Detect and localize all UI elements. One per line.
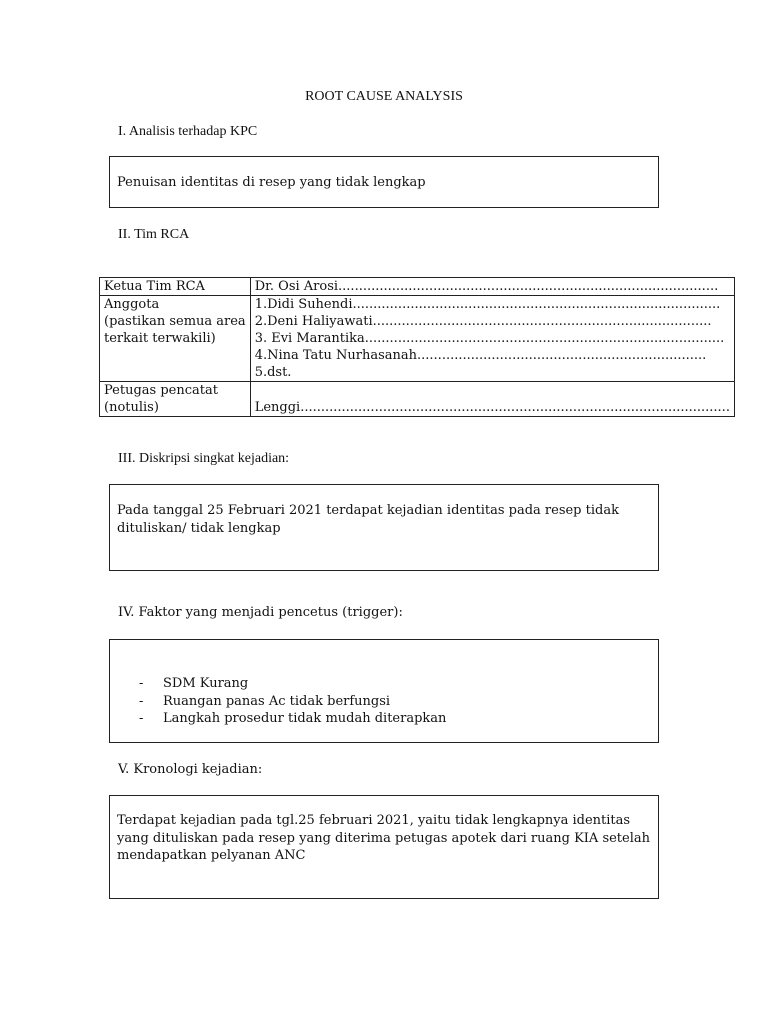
members-label-line: Anggota	[104, 297, 160, 312]
section-5-line: yang dituliskan pada resep yang diterima petugas apotek dari ruang KIA setelah	[117, 830, 651, 846]
members-label-line: terkait terwakili)	[104, 331, 216, 346]
trigger-item-text: Langkah prosedur tidak mudah diterapkan	[163, 711, 447, 726]
section-4-heading: IV. Faktor yang menjadi pencetus (trigger):	[118, 605, 403, 620]
table-row	[100, 382, 735, 417]
members-label-line: (pastikan semua area	[104, 314, 246, 329]
section-3-line: dituliskan/ tidak lengkap	[117, 520, 281, 536]
members-cell	[250, 296, 734, 382]
member-item: 2.Deni Haliyawati..................................................................................	[254, 314, 712, 329]
notulis-value: Lenggi........................................................................................................	[254, 400, 730, 415]
rca-team-table	[99, 277, 735, 417]
leader-label: Ketua Tim RCA	[100, 278, 251, 296]
section-3-box	[109, 484, 659, 571]
member-item: 5.dst.	[254, 365, 292, 380]
bullet-dash: -	[139, 711, 144, 726]
members-label-cell	[100, 296, 251, 382]
notulis-label-cell	[100, 382, 251, 417]
section-1-box	[109, 156, 659, 208]
member-item: 1.Didi Suhendi.........................................................................................	[254, 297, 721, 312]
section-4-box	[109, 639, 659, 743]
list-item	[139, 675, 446, 693]
notulis-label-line: (notulis)	[104, 400, 159, 415]
member-item: 3. Evi Marantika.......................................................................................	[254, 331, 725, 346]
section-2-heading: II. Tim RCA	[118, 227, 190, 242]
section-1-content: Penuisan identitas di resep yang tidak lengkap	[117, 175, 426, 190]
bullet-dash: -	[139, 676, 144, 691]
section-3-line: Pada tanggal 25 Februari 2021 terdapat kejadian identitas pada resep tidak	[117, 503, 619, 518]
section-5-line: Terdapat kejadian pada tgl.25 februari 2021, yaitu tidak lengkapnya identitas	[117, 813, 631, 828]
notulis-label-line: Petugas pencatat	[104, 383, 218, 398]
table-row	[100, 278, 735, 296]
trigger-item-text: SDM Kurang	[163, 676, 249, 691]
section-5-box	[109, 795, 659, 899]
leader-value: Dr. Osi Arosi............................................................................................	[250, 278, 734, 296]
section-1-heading: I. Analisis terhadap KPC	[118, 124, 258, 139]
notulis-value-cell	[250, 382, 734, 417]
member-item: 4.Nina Tatu Nurhasanah......................................................................	[254, 348, 707, 363]
trigger-item-text: Ruangan panas Ac tidak berfungsi	[163, 693, 391, 709]
section-3-heading: III. Diskripsi singkat kejadian:	[118, 451, 290, 466]
section-5-heading: V. Kronologi kejadian:	[118, 762, 263, 777]
document-title: ROOT CAUSE ANALYSIS	[305, 89, 463, 104]
table-row	[100, 296, 735, 382]
bullet-dash: -	[139, 693, 144, 709]
trigger-list	[139, 675, 446, 728]
list-item	[139, 710, 446, 728]
list-item	[139, 693, 446, 711]
section-5-line: mendapatkan pelyanan ANC	[117, 848, 306, 863]
